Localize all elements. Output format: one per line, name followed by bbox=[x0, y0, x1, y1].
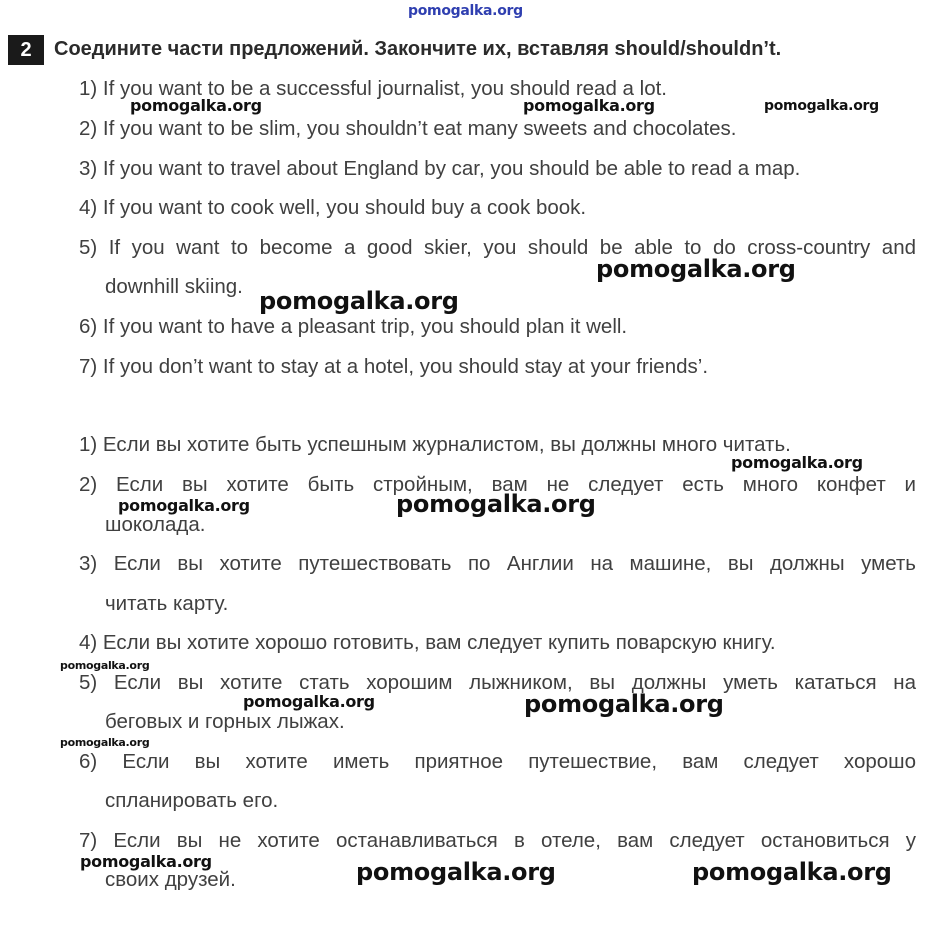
english-sentence-1: 1) If you want to be a successful journalist, you should read a lot. bbox=[79, 77, 667, 100]
watermark: pomogalka.org bbox=[259, 287, 459, 315]
russian-sentence-2-cont: шоколада. bbox=[105, 513, 206, 536]
russian-sentence-3-cont: читать карту. bbox=[105, 592, 229, 615]
watermark: pomogalka.org bbox=[596, 255, 796, 283]
russian-sentence-5-cont: беговых и горных лыжах. bbox=[105, 710, 345, 733]
russian-sentence-2: 2) Если вы хотите быть стройным, вам не следует есть много конфет и bbox=[79, 473, 916, 496]
english-sentence-3: 3) If you want to travel about England by car, you should be able to read a map. bbox=[79, 157, 801, 180]
watermark: pomogalka.org bbox=[396, 490, 596, 518]
watermark: pomogalka.org bbox=[80, 852, 212, 871]
russian-sentence-4: 4) Если вы хотите хорошо готовить, вам следует купить поварскую книгу. bbox=[79, 631, 776, 654]
watermark: pomogalka.org bbox=[692, 858, 892, 886]
russian-sentence-1: 1) Если вы хотите быть успешным журналистом, вы должны много читать. bbox=[79, 433, 791, 456]
task-header bbox=[8, 32, 928, 68]
watermark: pomogalka.org bbox=[524, 690, 724, 718]
english-sentence-7: 7) If you don’t want to stay at a hotel, you should stay at your friends’. bbox=[79, 355, 709, 378]
site-watermark-top: pomogalka.org bbox=[408, 3, 523, 19]
watermark: pomogalka.org bbox=[60, 659, 150, 672]
watermark: pomogalka.org bbox=[523, 96, 655, 115]
english-sentence-6: 6) If you want to have a pleasant trip, you should plan it well. bbox=[79, 315, 628, 338]
watermark: pomogalka.org bbox=[731, 453, 863, 472]
task-instruction: Соедините части предложений. Закончите их, вставляя should/shouldn’t. bbox=[54, 38, 782, 60]
russian-sentence-6-cont: спланировать его. bbox=[105, 789, 279, 812]
english-sentence-2: 2) If you want to be slim, you shouldn’t eat many sweets and chocolates. bbox=[79, 117, 737, 140]
english-sentence-5: 5) If you want to become a good skier, you should be able to do cross-country and bbox=[79, 236, 916, 259]
watermark: pomogalka.org bbox=[243, 692, 375, 711]
task-number-badge: 2 bbox=[8, 35, 44, 65]
russian-sentence-3: 3) Если вы хотите путешествовать по Англии на машине, вы должны уметь bbox=[79, 552, 916, 575]
russian-sentence-5: 5) Если вы хотите стать хорошим лыжником, вы должны уметь кататься на bbox=[79, 671, 916, 694]
watermark: pomogalka.org bbox=[130, 96, 262, 115]
watermark: pomogalka.org bbox=[764, 98, 879, 114]
watermark: pomogalka.org bbox=[60, 736, 150, 749]
english-sentence-4: 4) If you want to cook well, you should buy a cook book. bbox=[79, 196, 587, 219]
watermark: pomogalka.org bbox=[356, 858, 556, 886]
watermark: pomogalka.org bbox=[118, 496, 250, 515]
russian-sentence-6: 6) Если вы хотите иметь приятное путешествие, вам следует хорошо bbox=[79, 750, 916, 773]
russian-sentence-7: 7) Если вы не хотите останавливаться в отеле, вам следует остановиться у bbox=[79, 829, 916, 852]
english-sentence-5-cont: downhill skiing. bbox=[105, 275, 243, 298]
russian-sentence-7-cont: своих друзей. bbox=[105, 868, 236, 891]
